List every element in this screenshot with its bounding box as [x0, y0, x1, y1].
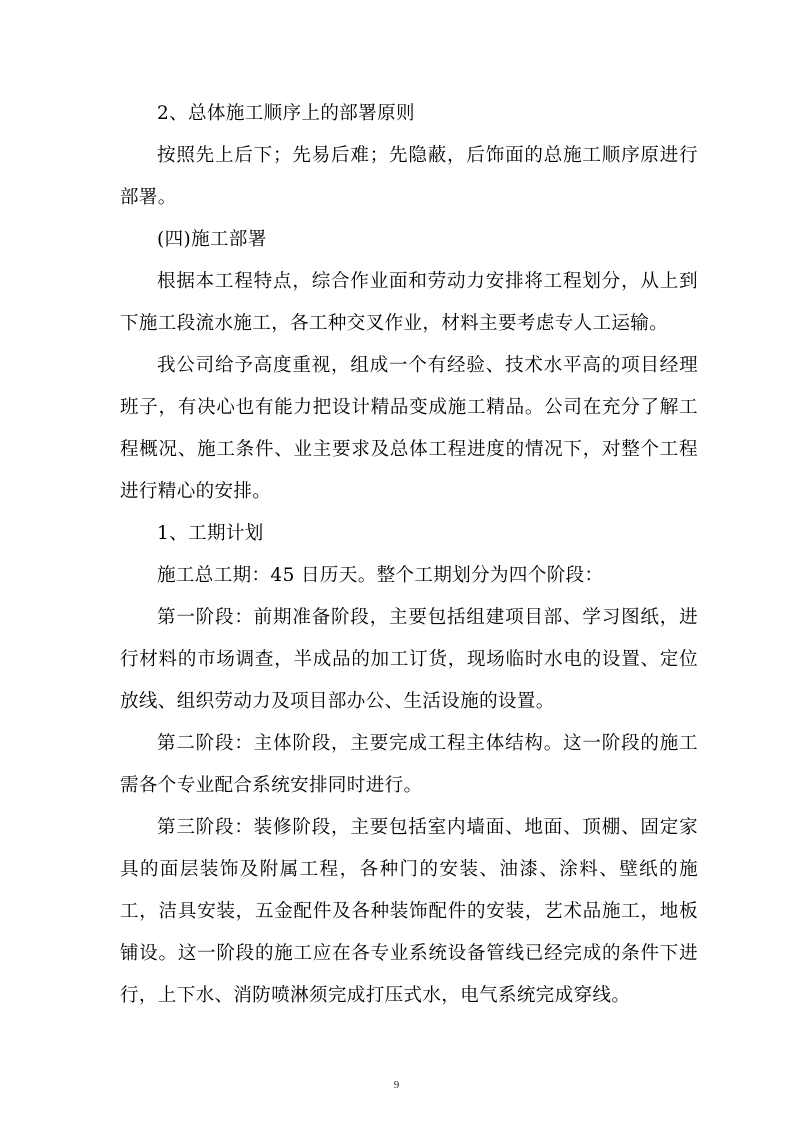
document-body	[120, 93, 698, 1017]
paragraph-phase-two: 第二阶段：主体阶段，主要完成工程主体结构。这一阶段的施工需各个专业配合系统安排同时进行。	[120, 733, 698, 796]
section-heading-schedule-plan: 1、工期计划	[157, 523, 264, 544]
paragraph-phase-one: 第一阶段：前期准备阶段，主要包括组建项目部、学习图纸，进行材料的市场调查，半成品的加工订货，现场临时水电的设置、定位放线、组织劳动力及项目部办公、生活设施的设置。	[120, 607, 698, 712]
section-heading-deployment-principle: 2、总体施工顺序上的部署原则	[157, 103, 415, 124]
section-heading-construction-deployment: (四)施工部署	[157, 229, 267, 250]
page-number: 9	[393, 1079, 400, 1091]
paragraph-project-division: 根据本工程特点，综合作业面和劳动力安排将工程划分，从上到下施工段流水施工，各工种交叉作业，材料主要考虑专人工运输。	[120, 271, 698, 334]
paragraph-company-commitment: 我公司给予高度重视，组成一个有经验、技术水平高的项目经理班子，有决心也有能力把设计精品变成施工精品。公司在充分了解工程概况、施工条件、业主要求及总体工程进度的情况下，对整个工程进行精心的安排。	[120, 355, 698, 502]
paragraph-phase-three: 第三阶段：装修阶段，主要包括室内墙面、地面、顶棚、固定家具的面层装饰及附属工程，各种门的安装、油漆、涂料、壁纸的施工，洁具安装，五金配件及各种装饰配件的安装，艺术品施工，地板铺设。这一阶段的施工应在各专业系统设备管线已经完成的条件下进行，上下水、消防喷淋须完成打压式水，电气系统完成穿线。	[120, 817, 698, 1006]
paragraph-total-duration: 施工总工期：45 日历天。整个工期划分为四个阶段：	[157, 565, 604, 586]
paragraph-construction-order: 按照先上后下；先易后难；先隐蔽，后饰面的总施工顺序原进行部署。	[120, 145, 698, 208]
